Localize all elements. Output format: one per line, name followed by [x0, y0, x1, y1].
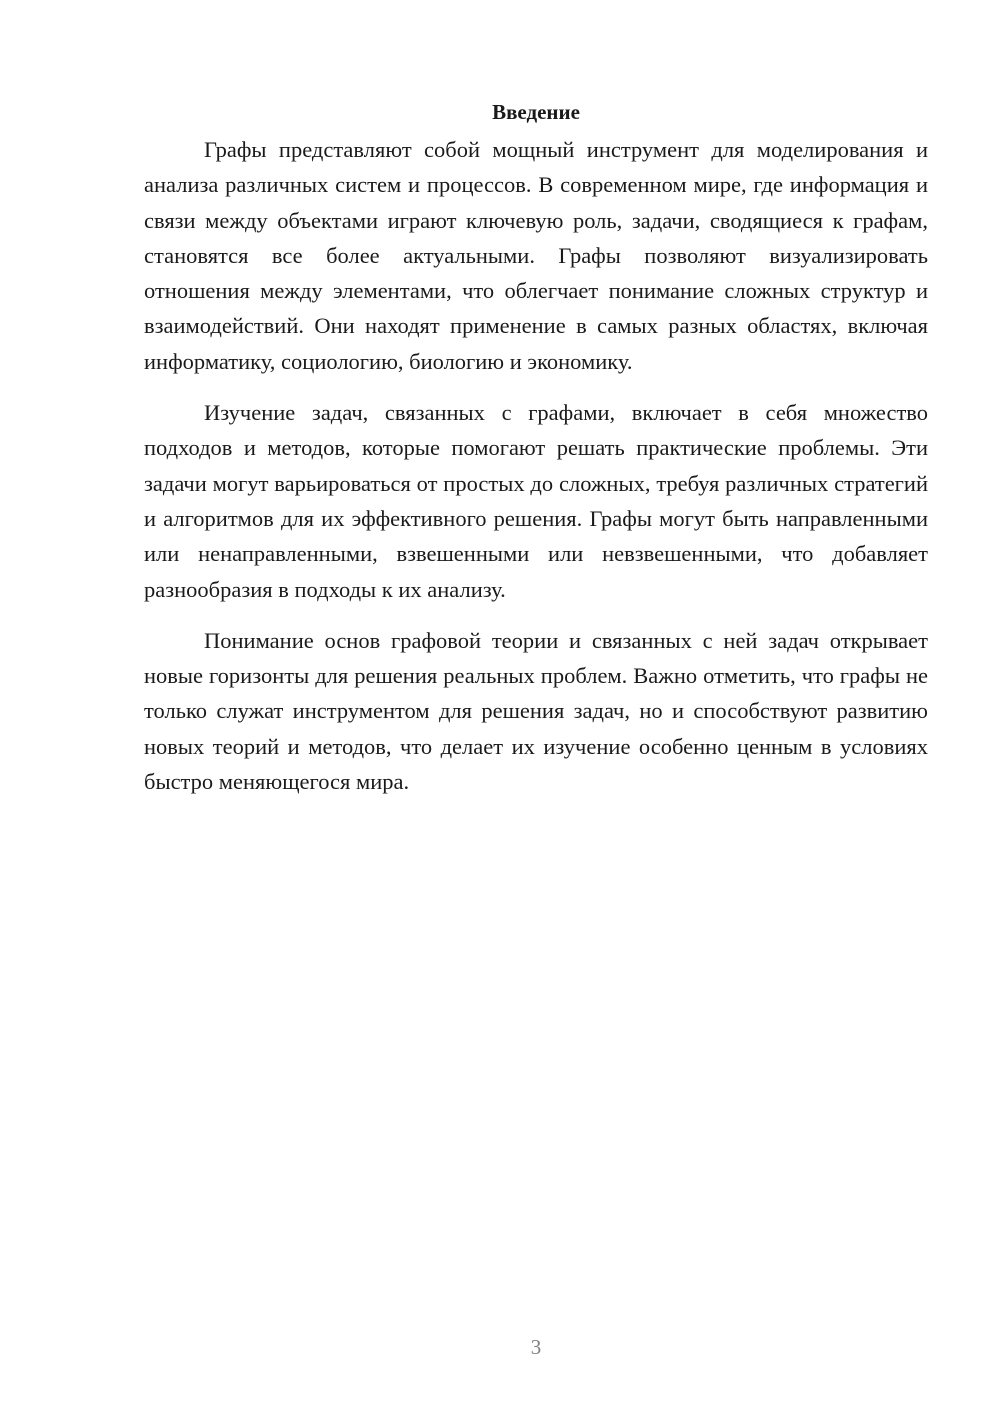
paragraph-2: Изучение задач, связанных с графами, включает в себя множество подходов и методов, которые помогают решать практические проблемы. Эти задачи могут варьироваться от простых до сложных, требуя различных стратегий и алгоритмов для их эффективного решения. Графы могут быть направленными или ненаправленными, взвешенными или невзвешенными, что добавляет разнообразия в подходы к их анализу. [144, 400, 928, 602]
paragraph-1: Графы представляют собой мощный инструмент для моделирования и анализа различных систем и процессов. В современном мире, где информация и связи между объектами играют ключевую роль, задачи, сводящиеся к графам, становятся все более актуальными. Графы позволяют визуализировать отношения между элементами, что облегчает понимание сложных структур и взаимодействий. Они находят применение в самых разных областях, включая информатику, социологию, биологию и экономику. [144, 137, 928, 374]
page-number: 3 [530, 1335, 542, 1359]
paragraph-3: Понимание основ графовой теории и связанных с ней задач открывает новые горизонты для решения реальных проблем. Важно отметить, что графы не только служат инструментом для решения задач, но и способствуют развитию новых теорий и методов, что делает их изучение особенно ценным в условиях быстро меняющегося мира. [144, 627, 928, 795]
section-heading: Введение [492, 100, 580, 124]
page-content [144, 98, 928, 799]
